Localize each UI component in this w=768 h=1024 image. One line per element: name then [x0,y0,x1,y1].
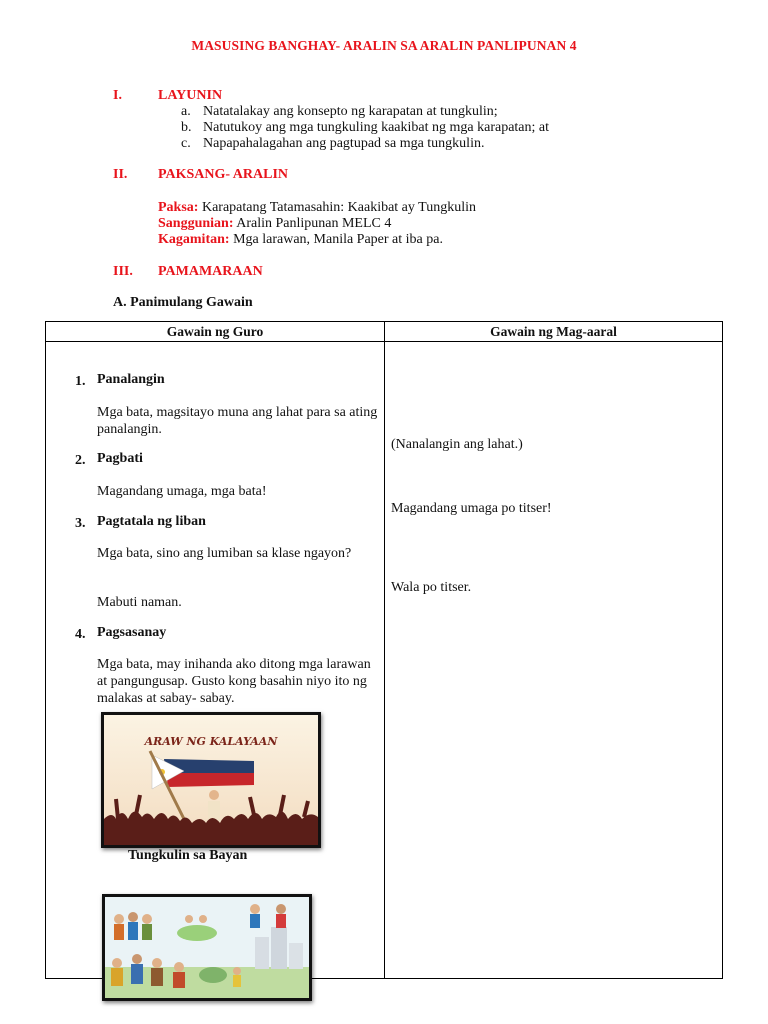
flag-crowd-illustration [104,715,318,845]
objective-b [181,120,549,136]
step-title: Pagbati [97,451,143,466]
kagamitan-value: Mga larawan, Manila Paper at iba pa. [233,232,443,247]
step-3-teacher-text: Mga bata, sino ang lumiban sa klase ngayon? [97,546,352,561]
section-3-number: III. [113,264,133,279]
step-number: 3. [75,516,86,531]
step-4-teacher-text: Mga bata, may inihanda ako ditong mga larawan at pangungusap. Gusto kong basahin niyo ito ng malakas at sabay- sabay. [97,657,371,706]
objective-text: Natatalakay ang konsepto ng karapatan at tungkulin; [203,104,498,119]
objective-c [181,136,484,152]
step-title: Panalangin [97,372,165,387]
step-1-teacher-text: Mga bata, magsitayo muna ang lahat para sa ating panalangin. [97,405,378,437]
paksa-label: Paksa: [158,200,199,215]
objective-letter: c. [181,136,191,151]
sanggunian-line [158,216,391,232]
section-1-title: LAYUNIN [158,88,223,103]
sanggunian-label: Sanggunian: [158,216,234,231]
step-1-heading [75,372,165,390]
column-header-student: Gawain ng Mag-aaral [385,322,723,342]
step-number: 2. [75,453,86,468]
section-3-title: PAMAMARAAN [158,264,263,279]
subsection-heading: A. Panimulang Gawain [113,295,253,310]
step-3-heading [75,514,206,532]
document-title: MASUSING BANGHAY- ARALIN SA ARALIN PANLIPUNAN 4 [191,38,577,53]
paksa-value: Karapatang Tatamasahin: Kaakibat ay Tungkulin [201,200,476,215]
step-number: 4. [75,627,86,642]
objective-a [181,104,498,120]
step-number: 1. [75,374,86,389]
section-1-number: I. [113,88,122,103]
araw-ng-kalayaan-image [101,712,321,848]
step-4-heading [75,625,167,643]
step-2-student-response: Magandang umaga po titser! [391,501,552,516]
objective-text: Natutukoy ang mga tungkuling kaakibat ng mga karapatan; at [203,120,550,135]
objective-text: Napapahalagahan ang pagtupad sa mga tungkulin. [203,136,485,151]
poster-text: ARAW NG KALAYAAN [144,735,278,748]
step-3-teacher-text-2: Mabuti naman. [97,595,182,610]
community-illustration [105,897,309,998]
section-2-title: PAKSANG- ARALIN [158,167,289,182]
step-3-student-response: Wala po titser. [391,580,472,595]
step-title: Pagsasanay [97,625,167,640]
step-1-student-response: (Nanalangin ang lahat.) [391,437,523,452]
column-header-teacher: Gawain ng Guro [46,322,385,342]
section-2-number: II. [113,167,128,182]
kagamitan-label: Kagamitan: [158,232,230,247]
kagamitan-line [158,232,443,248]
objective-letter: a. [181,104,191,119]
community-duties-image [102,894,312,1001]
step-title: Pagtatala ng liban [97,514,206,529]
step-2-teacher-text: Magandang umaga, mga bata! [97,484,267,499]
image-caption: Tungkulin sa Bayan [128,848,248,863]
paksa-line [158,200,476,216]
step-2-heading [75,451,143,469]
sanggunian-value: Aralin Panlipunan MELC 4 [236,216,392,231]
objective-letter: b. [181,120,192,135]
